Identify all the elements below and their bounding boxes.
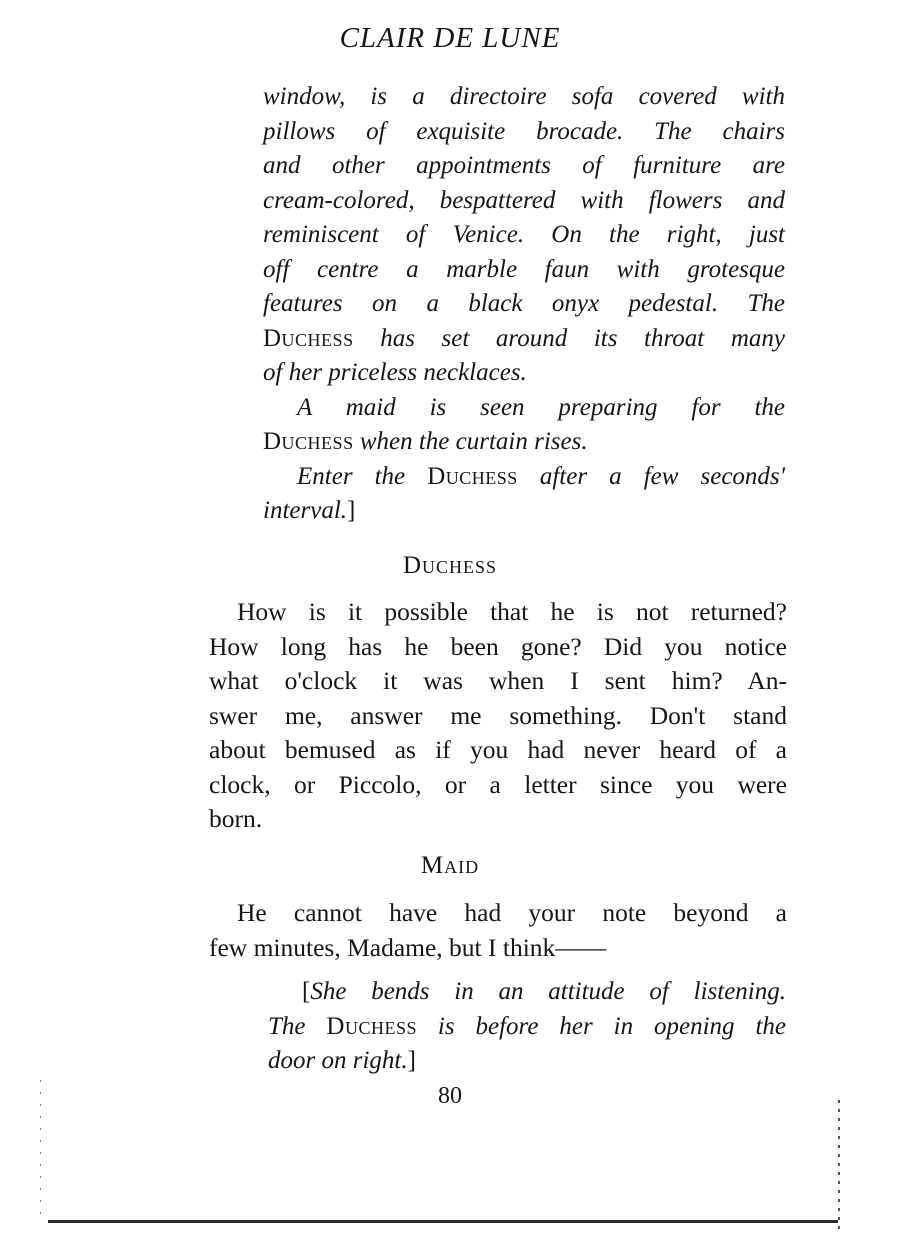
speech-duchess	[209, 595, 787, 837]
stage-line	[268, 1010, 786, 1045]
bracket: [	[302, 978, 311, 1005]
stage-line: of her priceless necklaces.	[263, 359, 527, 386]
stage-direction-closing	[268, 975, 786, 1079]
bracket: ]	[407, 1047, 416, 1074]
stage-line: pillows of exquisite brocade. The chairs	[263, 117, 785, 145]
page-right-edge-speckle	[838, 1100, 840, 1230]
speech-line: swer me, answer me something. Don't stand	[209, 700, 787, 730]
speech-line: How is it possible that he is not returned?	[237, 597, 787, 626]
stage-line: and other appointments of furniture are	[263, 152, 785, 179]
stage-text: interval.	[263, 497, 348, 524]
character-name: Duchess	[427, 462, 518, 490]
speaker-heading-duchess: Duchess	[402, 552, 498, 579]
character-name: Duchess	[326, 1012, 417, 1040]
stage-line: off centre a marble faun with grotesque	[263, 255, 785, 283]
speech-line: few minutes, Madame, but I think——	[209, 932, 607, 962]
stage-text: The	[268, 1012, 327, 1040]
speech-maid	[209, 896, 787, 965]
speech-line: about bemused as if you had never heard of a	[209, 735, 787, 764]
stage-line: reminiscent of Venice. On the right, just	[263, 221, 785, 248]
stage-line: cream-colored, bespattered with flowers and	[263, 186, 785, 214]
page-left-edge-speckle	[40, 1080, 41, 1220]
stage-text: She bends in an attitude of listening.	[310, 978, 786, 1005]
stage-line	[263, 322, 785, 357]
stage-text: when the curtain rises.	[353, 428, 588, 455]
stage-line	[268, 975, 786, 1010]
stage-line: features on a black onyx pedestal. The	[263, 290, 785, 317]
page-number: 80	[438, 1083, 462, 1109]
speech-line: How long has he been gone? Did you notice	[209, 631, 787, 661]
character-name: Duchess	[263, 324, 354, 352]
stage-text: is before her in opening the	[417, 1012, 786, 1040]
stage-text: A maid is seen preparing for the	[297, 393, 785, 421]
stage-direction-opening	[263, 80, 785, 529]
stage-line	[263, 391, 785, 426]
stage-text: after a few seconds'	[517, 462, 785, 490]
bracket: ]	[347, 497, 356, 524]
character-name: Duchess	[263, 428, 354, 455]
speech-line: He cannot have had your note beyond a	[237, 898, 787, 927]
running-head: CLAIR DE LUNE	[339, 22, 561, 54]
page-bottom-edge	[48, 1220, 838, 1223]
stage-text: door on right.	[268, 1047, 408, 1074]
speech-line: born.	[209, 804, 263, 833]
speech-line: clock, or Piccolo, or a letter since you were	[209, 769, 787, 799]
stage-line	[263, 460, 785, 495]
speech-line: what o'clock it was when I sent him? An-	[209, 666, 787, 695]
speaker-heading-maid: Maid	[420, 852, 480, 879]
stage-line: window, is a directoire sofa covered with	[263, 83, 785, 110]
stage-line	[263, 494, 785, 529]
stage-text: has set around its throat many	[353, 324, 785, 352]
stage-line	[263, 425, 785, 460]
stage-text: Enter the	[297, 462, 428, 490]
stage-line	[268, 1044, 786, 1079]
